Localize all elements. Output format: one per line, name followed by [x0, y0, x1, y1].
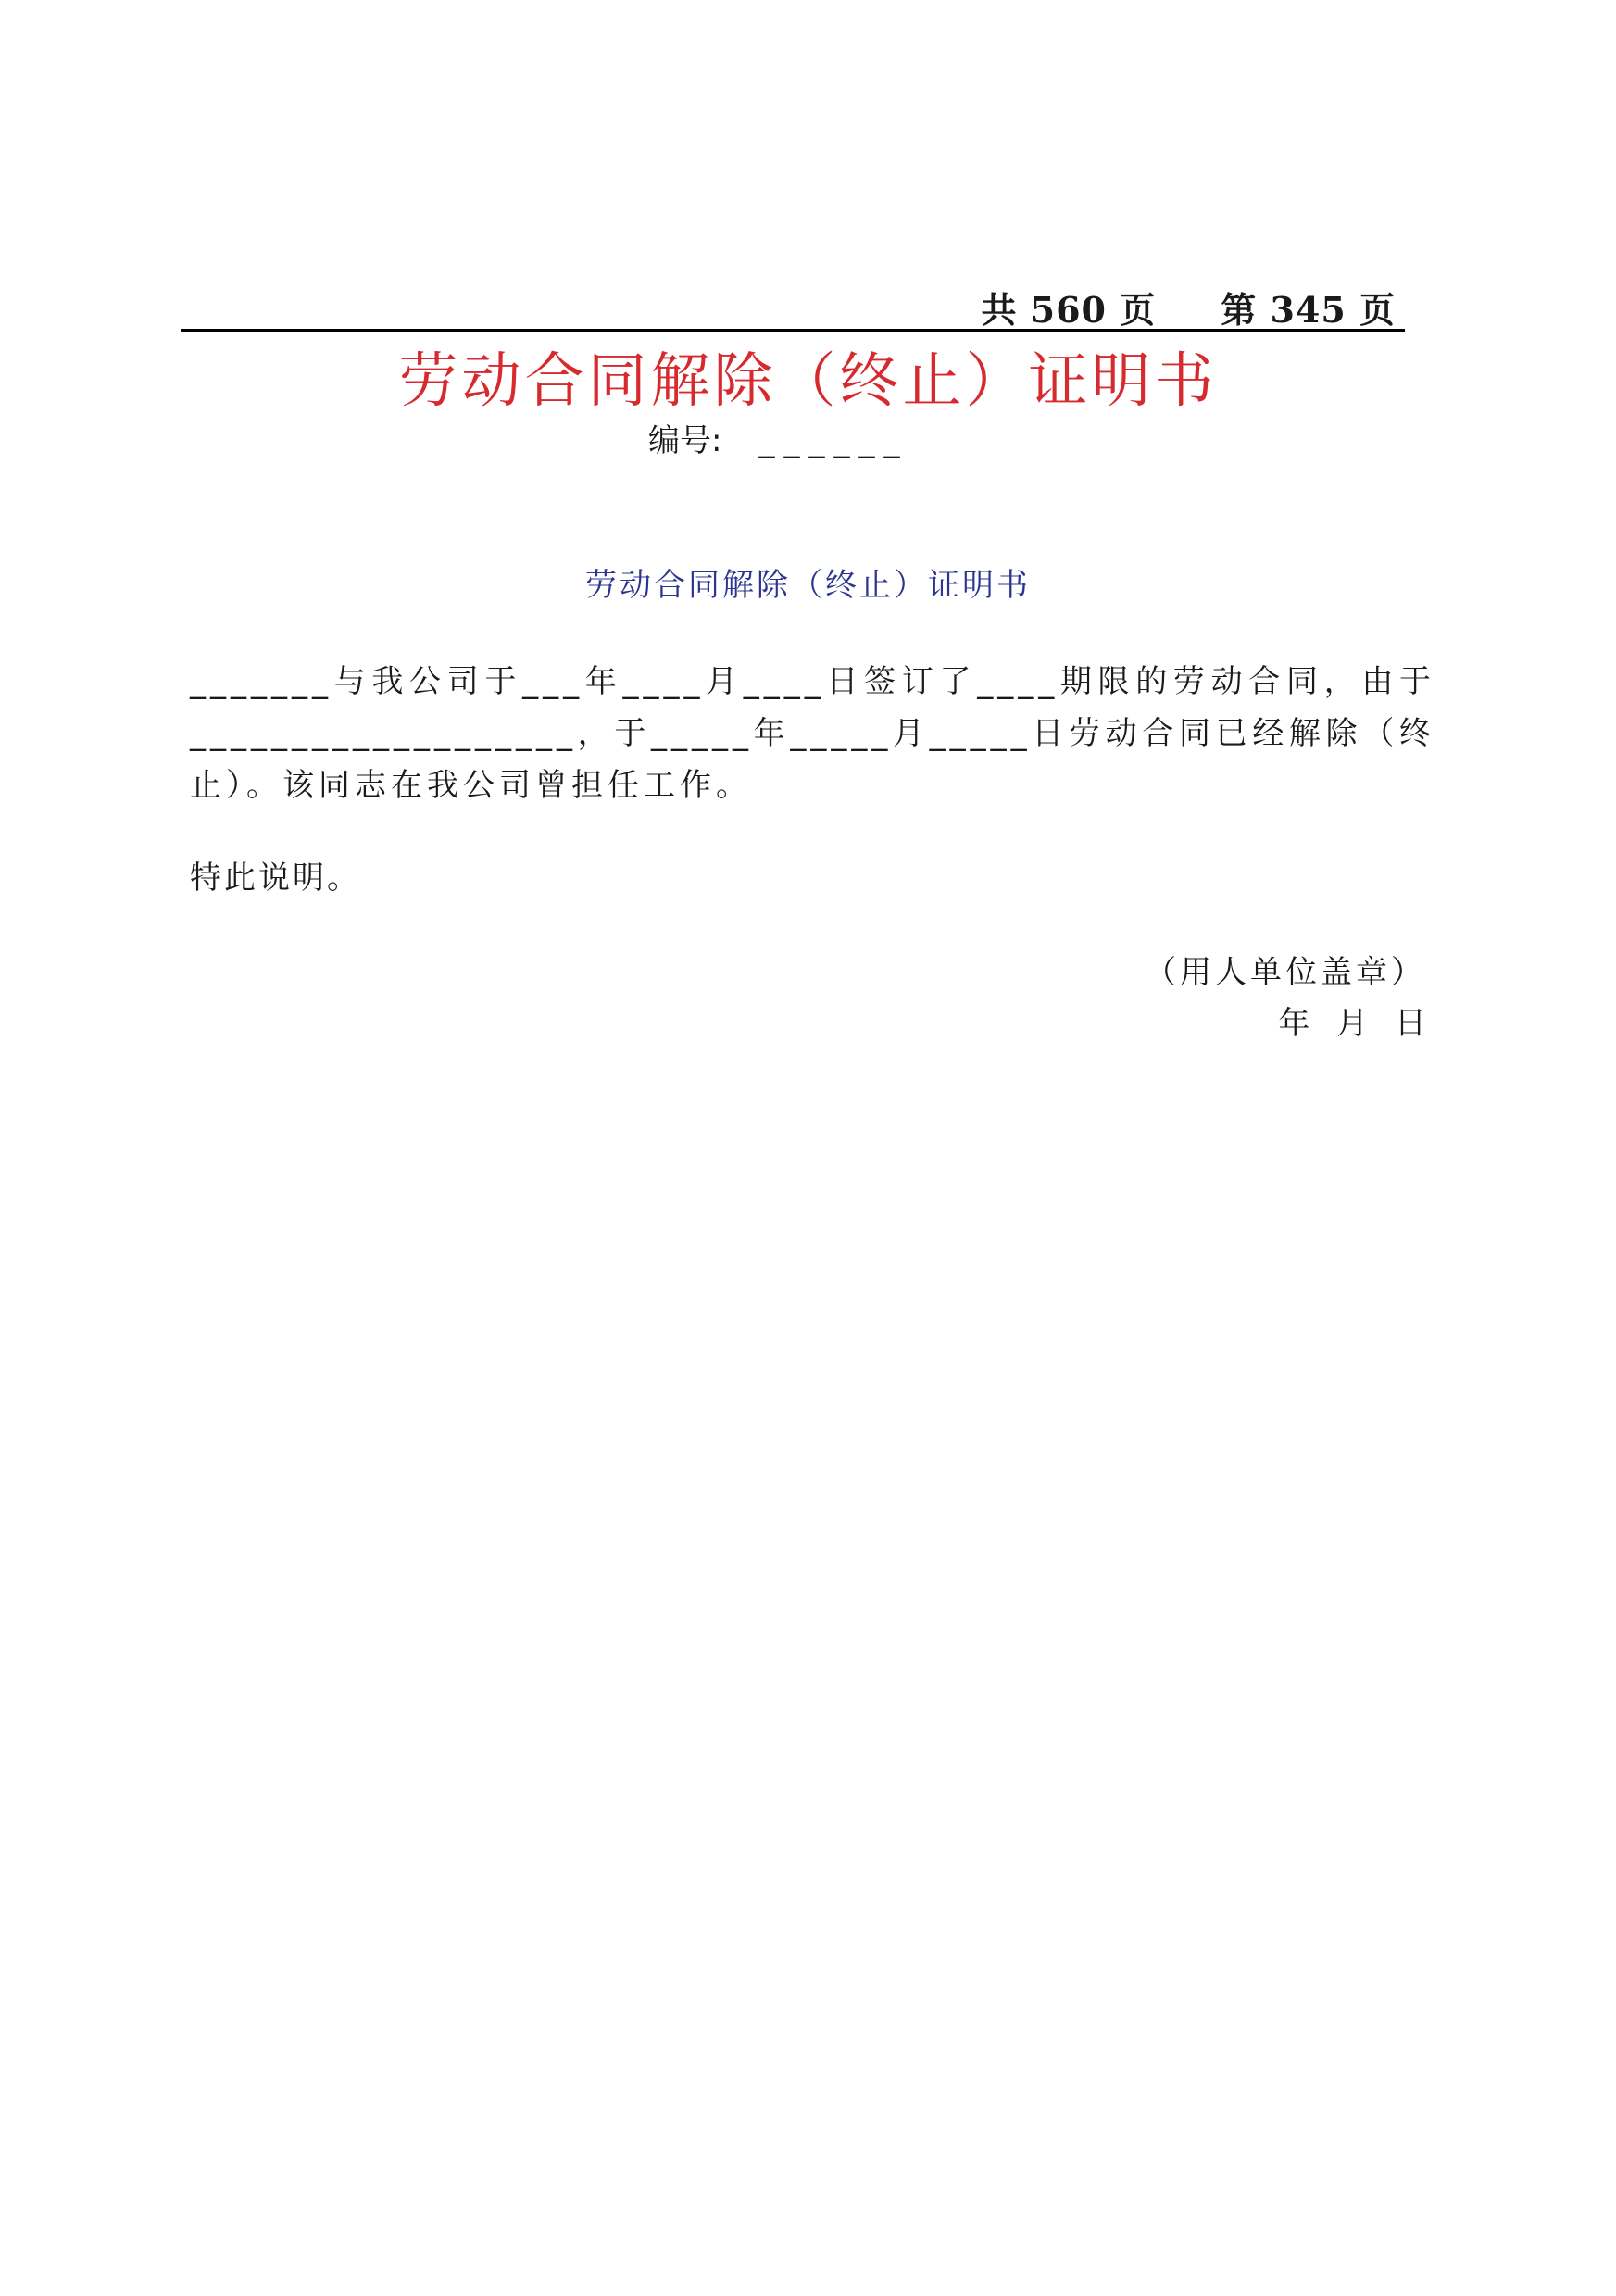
serial-number-row	[648, 415, 908, 460]
document-title: 劳动合同解除（终止）证明书	[398, 347, 1218, 416]
total-pages: 共 560 页	[981, 289, 1157, 331]
header-rule	[181, 329, 1405, 332]
document-subtitle: 劳动合同解除（终止）证明书	[585, 567, 1031, 604]
page-counter	[981, 282, 1396, 332]
certificate-body: _______与我公司于___年____月____日签订了____期限的劳动合同，由于___________________，于_____年_____月_____日劳动合同已经解除（终止）。该同志在我公司曾担任工作。	[190, 663, 1435, 804]
company-stamp-note: （用人单位盖章）	[1145, 954, 1426, 991]
date-line: 年 月 日	[1278, 1005, 1426, 1042]
page-header	[181, 278, 1405, 332]
closing-statement: 特此说明。	[190, 859, 361, 897]
current-page: 第 345 页	[1221, 289, 1396, 331]
serial-label: 编号:	[648, 422, 722, 459]
serial-value: ______	[758, 422, 909, 459]
